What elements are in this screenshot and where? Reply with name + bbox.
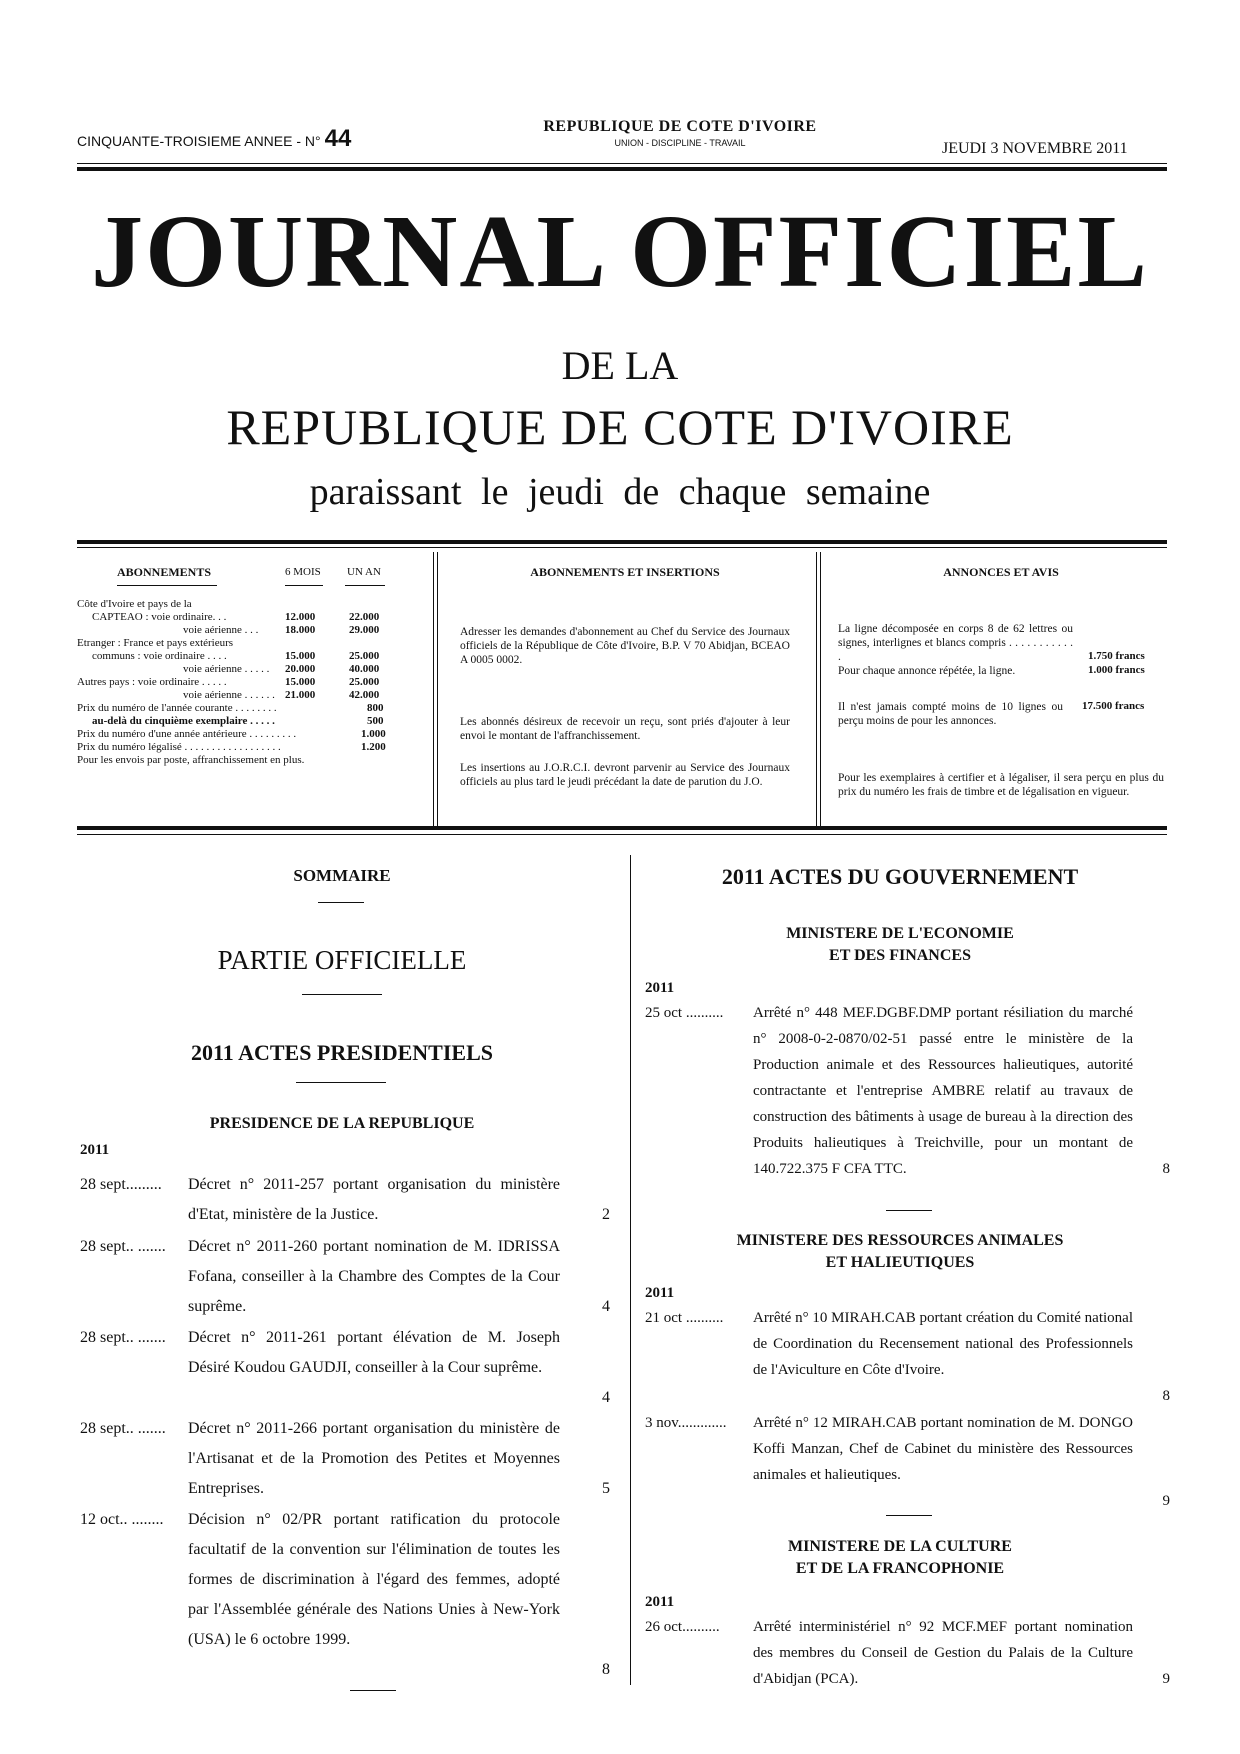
rule	[350, 1690, 396, 1691]
entry-date: 28 sept.. .......	[80, 1329, 166, 1346]
tariff-six-val: 18.000	[285, 624, 316, 636]
sommaire-entry[interactable]	[80, 1232, 620, 1322]
annonces-price2: 1.000 francs	[1088, 664, 1145, 676]
tariff-label: voie aérienne . . . . .	[183, 663, 270, 675]
insertions-heading: ABONNEMENTS ET INSERTIONS	[530, 565, 720, 579]
annonces-panel	[838, 565, 1164, 825]
price-row	[92, 715, 275, 728]
box-divider-2b	[820, 552, 821, 826]
header-rule-bottom	[77, 167, 1167, 171]
tariff-six	[285, 676, 315, 689]
tariff-row	[92, 611, 226, 624]
price-val	[361, 741, 386, 754]
tariff-six	[285, 624, 315, 637]
tariff-six	[285, 650, 315, 663]
entry-date: 12 oct.. ........	[80, 1511, 164, 1528]
year-label: 2011	[645, 1594, 675, 1610]
entry-text: Décret n° 2011-261 portant élévation de M. Joseph Désiré Koudou GAUDJI, conseiller à la Cour suprême.	[188, 1329, 560, 1376]
annonces-line1: La ligne décomposée en corps 8 de 62 lettres ou signes, interlignes et blancs compris . . . . . . . . . . . .	[838, 623, 1073, 663]
annonces-heading: ANNONCES ET AVIS	[943, 565, 1059, 579]
rule	[886, 1210, 932, 1211]
entry-text: Décision n° 02/PR portant ratification du protocole facultatif de la convention sur l'élimination de toutes les formes de discrimination à l'égard des femmes, adopté par l'Assemblée générale des Nations Unies à New-York (USA) le 6 octobre 1999.	[188, 1511, 560, 1648]
tariff-six-val: 12.000	[285, 611, 316, 623]
price-row	[77, 702, 277, 715]
header-republic-name: REPUBLIQUE DE COTE D'IVOIRE	[543, 118, 817, 135]
abonnements-heading: ABONNEMENTS	[117, 565, 212, 579]
tagline: paraissant le jeudi de chaque semaine	[309, 471, 931, 513]
entry-page: 5	[602, 1480, 610, 1497]
tariff-an	[349, 611, 379, 624]
entry-text: Arrêté n° 12 MIRAH.CAB portant nomination de M. DONGO Koffi Manzan, Chef de Cabinet du ministère des Ressources animales et halieutiques.	[753, 1415, 1133, 1483]
edition-label: CINQUANTE-TROISIEME ANNEE - N°	[77, 133, 321, 149]
tariff-label: CAPTEAO : voie ordinaire. . .	[92, 611, 227, 623]
entry-date: 28 sept.. .......	[80, 1420, 166, 1437]
sommaire-entry[interactable]	[645, 1410, 1175, 1515]
rule	[302, 994, 382, 995]
col-underline-2	[345, 585, 385, 586]
col-underline-1	[285, 585, 323, 586]
column-divider	[630, 855, 631, 1685]
entry-text: Décret n° 2011-257 portant organisation du ministère d'Etat, ministère de la Justice.	[188, 1176, 560, 1223]
price-label: Prix du numéro de l'année courante . . . . . . . .	[77, 702, 277, 714]
edition-line	[77, 125, 351, 153]
ministry-name-2: ET DES FINANCES	[829, 947, 971, 964]
issue-number: 44	[324, 125, 352, 152]
tariff-six	[285, 611, 315, 624]
price-label: Prix du numéro d'une année antérieure . . . . . . . . .	[77, 728, 297, 740]
tariff-an-val: 25.000	[349, 676, 380, 688]
box-divider-1b	[437, 552, 438, 826]
price-val	[361, 728, 386, 741]
tariff-six-val: 15.000	[285, 676, 316, 688]
sommaire-entry[interactable]	[645, 1000, 1175, 1210]
price-val-text: 800	[367, 702, 384, 714]
year-label: 2011	[645, 1285, 675, 1301]
tariff-an	[349, 624, 379, 637]
price-val	[367, 702, 384, 715]
sommaire-entry[interactable]	[80, 1323, 620, 1413]
abonnements-footer-text: Pour les envois par poste, affranchissement en plus.	[77, 754, 305, 766]
tariff-row	[92, 650, 227, 663]
entry-text: Arrêté interministériel n° 92 MCF.MEF portant nomination des membres du Conseil de Gestion du Palais de la Culture d'Abidjan (PCA).	[753, 1619, 1133, 1687]
box-rule-bottom	[77, 826, 1167, 830]
ministry-culture	[640, 1536, 1160, 1580]
col-6mois: 6 MOIS	[285, 566, 321, 578]
tariff-label: voie aérienne . . .	[183, 624, 259, 636]
tariff-an	[349, 663, 379, 676]
insertions-panel	[460, 565, 790, 825]
annonces-line4: Pour les exemplaires à certifier et à légaliser, il sera perçu en plus du prix du numéro les frais de timbre et de légalisation en vigueur.	[838, 772, 1164, 798]
sommaire-entry[interactable]	[80, 1414, 620, 1504]
entry-date: 3 nov.............	[645, 1415, 727, 1431]
annonces-line2: Pour chaque annonce répétée, la ligne.	[838, 665, 1016, 677]
sommaire-entry[interactable]	[80, 1170, 620, 1230]
ministry-name: MINISTERE DE LA CULTURE	[788, 1538, 1012, 1555]
tariff-row	[183, 624, 258, 637]
tariff-an-val: 25.000	[349, 650, 380, 662]
entry-date: 26 oct..........	[645, 1619, 720, 1635]
section-presidentiels: 2011 ACTES PRESIDENTIELS	[191, 1040, 493, 1065]
price-val-text: 500	[367, 715, 384, 727]
tariff-an-val: 22.000	[349, 611, 380, 623]
entry-text: Arrêté n° 448 MEF.DGBF.DMP portant résiliation du marché n° 2008-0-2-0870/02-51 passé entre le ministère de la Production animale et des Ressources halieutiques, autorité contractante et l'entreprise AMBRE relatif au travaux de construction des bâtiments à usage de bureau à la direction des Produits halieutiques à Treichville, pour un montant de 140.722.375 F CFA TTC.	[753, 1005, 1133, 1177]
col-unan: UN AN	[347, 566, 381, 578]
tariff-an	[349, 676, 379, 689]
rule	[296, 1082, 386, 1083]
entry-page: 2	[602, 1206, 610, 1223]
entry-page: 8	[1162, 1388, 1170, 1404]
header-rule-top	[77, 163, 1167, 164]
tariff-label: Etranger : France et pays extérieurs	[77, 637, 234, 649]
tariff-six	[285, 689, 315, 702]
entry-page: 4	[602, 1389, 610, 1406]
tariff-an	[349, 650, 379, 663]
insertions-p2: Les abonnés désireux de recevoir un reçu, sont priés d'ajouter à leur envoi le montant de l'affranchissement.	[460, 716, 790, 742]
entry-date: 21 oct ..........	[645, 1310, 724, 1326]
entry-page: 9	[1162, 1671, 1170, 1687]
box-divider-1	[433, 552, 434, 826]
tariff-six-val: 15.000	[285, 650, 316, 662]
entry-page: 8	[1162, 1161, 1170, 1177]
tariff-row	[77, 676, 227, 689]
ministry-name-2: ET DE LA FRANCOPHONIE	[795, 1560, 1005, 1577]
tariff-an	[349, 689, 379, 702]
abonnements-footer	[77, 754, 304, 767]
entry-page: 4	[602, 1298, 610, 1315]
price-val	[367, 715, 384, 728]
section-gouvernement: 2011 ACTES DU GOUVERNEMENT	[721, 864, 1079, 889]
price-row	[77, 741, 281, 754]
tariff-an-val: 42.000	[349, 689, 380, 701]
tariff-label: communs : voie ordinaire . . . .	[92, 650, 227, 662]
entry-date: 25 oct ..........	[645, 1005, 724, 1021]
rule	[886, 1515, 932, 1516]
ministry-presidence: PRESIDENCE DE LA REPUBLIQUE	[209, 1115, 475, 1132]
entry-page: 9	[1162, 1493, 1170, 1509]
price-val-text: 1.000	[361, 728, 386, 740]
entry-date: 28 sept.........	[80, 1176, 162, 1193]
tariff-label: Autres pays : voie ordinaire . . . . .	[77, 676, 227, 688]
box-divider-2	[816, 552, 817, 826]
tariff-six-val: 20.000	[285, 663, 316, 675]
entry-text: Décret n° 2011-266 portant organisation du ministère de l'Artisanat et de la Promotion des Petites et Moyennes Entreprises.	[188, 1420, 560, 1497]
box-rule-bottom-thin	[77, 834, 1167, 835]
annonces-line3: Il n'est jamais compté moins de 10 lignes ou perçu moins de pour les annonces.	[838, 701, 1063, 727]
heading-underline	[117, 585, 217, 586]
header-republic	[510, 118, 850, 148]
journal-title: JOURNAL OFFICIEL	[91, 194, 1149, 309]
sommaire-entry[interactable]	[645, 1305, 1175, 1410]
partie-officielle: PARTIE OFFICIELLE	[217, 945, 467, 975]
ministry-ressources	[640, 1230, 1160, 1274]
ministry-name: MINISTERE DE L'ECONOMIE	[786, 925, 1014, 942]
annonces-price3: 17.500 francs	[1082, 700, 1145, 712]
price-label: Prix du numéro légalisé . . . . . . . . . . . . . . . . . .	[77, 741, 281, 753]
header-motto: UNION - DISCIPLINE - TRAVAIL	[614, 138, 746, 148]
abonnements-intro: Côte d'Ivoire et pays de la	[77, 598, 192, 610]
insertions-p3: Les insertions au J.O.R.C.I. devront parvenir au Service des Journaux officiels au plus tard le jeudi précédant la date de parution du J.O.	[460, 762, 790, 788]
tariff-row	[77, 637, 233, 650]
title-de-la: DE LA	[561, 343, 679, 388]
entry-text: Arrêté n° 10 MIRAH.CAB portant création du Comité national de Coordination du Recensement national des Professionnels de l'Aviculture en Côte d'Ivoire.	[753, 1310, 1133, 1378]
ministry-economie	[640, 923, 1160, 967]
ministry-name-2: ET HALIEUTIQUES	[825, 1254, 975, 1271]
issue-date: JEUDI 3 NOVEMBRE 2011	[942, 140, 1128, 157]
tariff-six-val: 21.000	[285, 689, 316, 701]
title-republic: REPUBLIQUE DE COTE D'IVOIRE	[226, 399, 1014, 455]
price-val-text: 1.200	[361, 741, 386, 753]
year-label: 2011	[645, 980, 675, 996]
annonces-price1: 1.750 francs	[1088, 650, 1145, 662]
abonnements-panel	[77, 565, 427, 825]
price-row	[77, 728, 296, 741]
sommaire-entry[interactable]	[645, 1614, 1175, 1694]
tariff-row	[183, 689, 275, 702]
tariff-label: voie aérienne . . . . . .	[183, 689, 275, 701]
rule	[318, 902, 364, 903]
sommaire-heading: SOMMAIRE	[293, 866, 391, 885]
entry-page: 8	[602, 1661, 610, 1678]
tariff-an-val: 29.000	[349, 624, 380, 636]
entry-date: 28 sept.. .......	[80, 1238, 166, 1255]
sommaire-entry[interactable]	[80, 1505, 620, 1685]
tariff-row	[183, 663, 269, 676]
year-label: 2011	[80, 1142, 110, 1158]
tariff-an-val: 40.000	[349, 663, 380, 675]
insertions-p1: Adresser les demandes d'abonnement au Chef du Service des Journaux officiels de la République de Côte d'Ivoire, B.P. V 70 Abidjan, BCEAO A 0005 0002.	[460, 626, 790, 666]
ministry-name: MINISTERE DES RESSOURCES ANIMALES	[736, 1232, 1064, 1249]
box-rule-top	[77, 540, 1167, 544]
box-rule-top-thin	[77, 547, 1167, 548]
price-label: au-delà du cinquième exemplaire . . . . .	[92, 715, 275, 727]
entry-text: Décret n° 2011-260 portant nomination de M. IDRISSA Fofana, conseiller à la Chambre des Comptes de la Cour suprême.	[188, 1238, 560, 1315]
tariff-six	[285, 663, 315, 676]
